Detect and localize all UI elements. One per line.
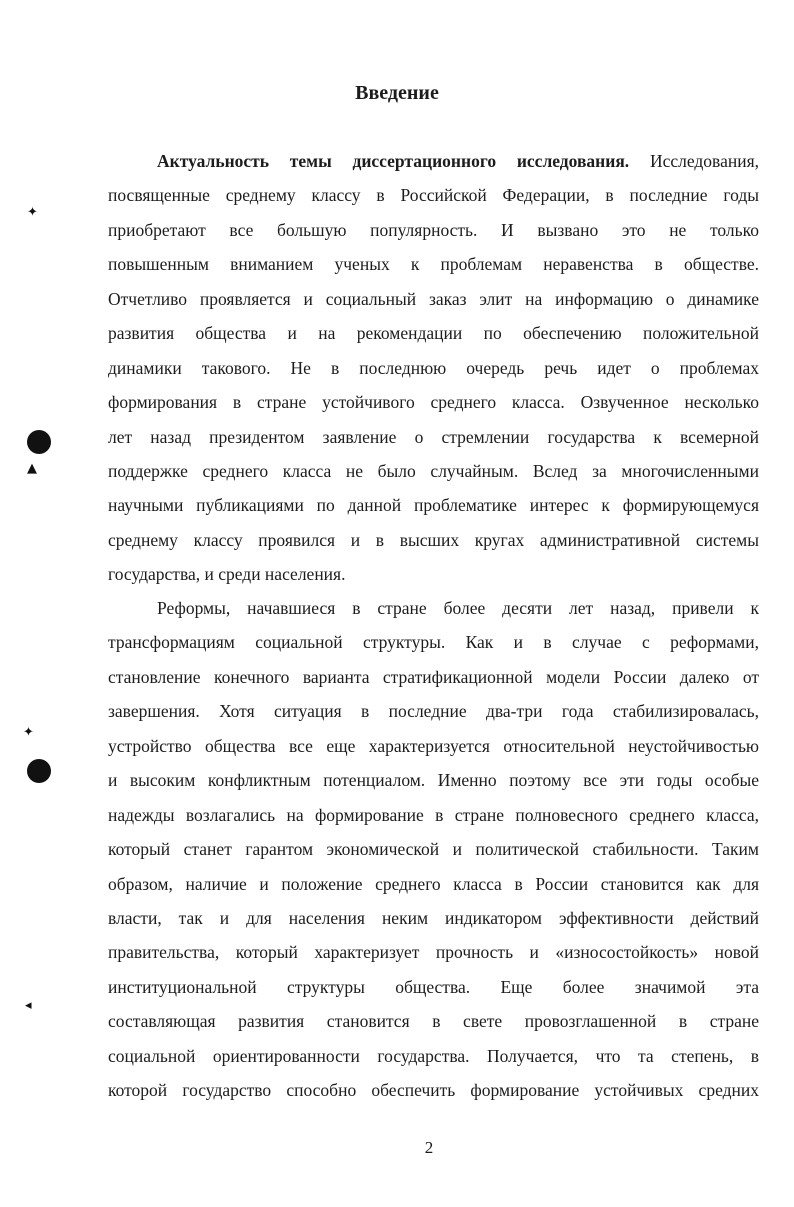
paragraph-line-rest: Исследования, bbox=[649, 151, 759, 171]
paragraph-reforms bbox=[108, 593, 759, 1110]
paragraph-line: правительства, который характеризует прочность и «износостойкость» новой bbox=[108, 942, 759, 963]
paragraph-line: образом, наличие и положение среднего класса в России становится как для bbox=[108, 873, 759, 894]
paragraph-line: приобретают все большую популярность. И вызвано это не только bbox=[108, 219, 759, 240]
paragraph-line: формирования в стране устойчивого среднего класса. Озвученное несколько bbox=[108, 392, 759, 413]
paragraph-line: институциональной структуры общества. Еще более значимой эта bbox=[108, 976, 759, 997]
punch-hole-mark bbox=[27, 430, 51, 454]
paragraph-line: государства, и среди населения. bbox=[108, 564, 346, 585]
paragraph-line: динамики такового. Не в последнюю очередь речь идет о проблемах bbox=[108, 357, 759, 378]
paragraph-line bbox=[108, 146, 759, 180]
paragraph-line: Реформы, начавшиеся в стране более десяти лет назад, привели к bbox=[157, 598, 759, 618]
scan-artifact-mark: ✦ bbox=[23, 725, 34, 740]
paragraph-line: становление конечного варианта стратификационной модели России далеко от bbox=[108, 666, 759, 687]
paragraph-line: поддержке среднего класса не было случайным. Вслед за многочисленными bbox=[108, 460, 759, 481]
paragraph-line: и высоким конфликтным потенциалом. Именно поэтому все эти годы особые bbox=[108, 770, 759, 791]
paragraph-line: повышенным вниманием ученых к проблемам неравенства в обществе. bbox=[108, 254, 759, 275]
page-title: Введение bbox=[355, 82, 439, 104]
paragraph-line: среднему классу проявился и в высших кругах административной системы bbox=[108, 529, 759, 550]
paragraph-line: социальной ориентированности государства. Получается, что та степень, в bbox=[108, 1045, 759, 1066]
paragraph-line: посвященные среднему классу в Российской Федерации, в последние годы bbox=[108, 185, 759, 206]
paragraph-line: завершения. Хотя ситуация в последние два-три года стабилизировалась, bbox=[108, 701, 759, 722]
paragraph-line: устройство общества все еще характеризуется относительной неустойчивостью bbox=[108, 735, 759, 756]
relevance-heading: Актуальность темы диссертационного исследования. bbox=[157, 151, 630, 171]
scan-artifact-mark: ◂ bbox=[25, 998, 32, 1013]
paragraph-line: развития общества и на рекомендации по обеспечению положительной bbox=[108, 323, 759, 344]
paragraph-line: власти, так и для населения неким индикатором эффективности действий bbox=[108, 907, 759, 928]
paragraph-line: научными публикациями по данной проблематике интерес к формирующемуся bbox=[108, 495, 759, 516]
punch-hole-mark bbox=[27, 759, 51, 783]
paragraph-relevance bbox=[108, 146, 759, 594]
paragraph-line: которой государство способно обеспечить формирование устойчивых средних bbox=[108, 1080, 759, 1101]
paragraph-line: трансформациям социальной структуры. Как и в случае с реформами, bbox=[108, 632, 759, 653]
paragraph-line: который станет гарантом экономической и политической стабильности. Таким bbox=[108, 839, 759, 860]
paragraph-line: надежды возлагались на формирование в стране полновесного среднего класса, bbox=[108, 804, 759, 825]
scan-artifact-mark: ▲ bbox=[27, 461, 37, 476]
paragraph-line: Отчетливо проявляется и социальный заказ элит на информацию о динамике bbox=[108, 288, 759, 309]
scan-artifact-mark: ✦ bbox=[27, 205, 38, 220]
paragraph-line: лет назад президентом заявление о стремлении государства к всемерной bbox=[108, 426, 759, 447]
paragraph-line: составляющая развития становится в свете провозглашенной в стране bbox=[108, 1011, 759, 1032]
page-number: 2 bbox=[424, 1138, 434, 1157]
